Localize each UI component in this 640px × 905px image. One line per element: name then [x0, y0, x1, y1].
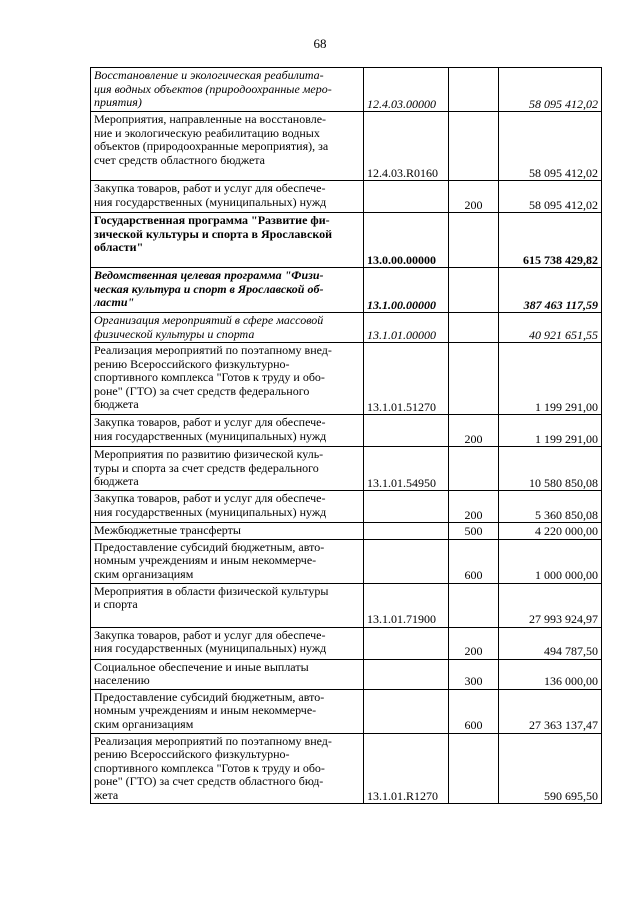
row-code: 13.1.01.54950: [364, 447, 449, 491]
row-name: Государственная программа "Развитие фи- зической культуры и спорта в Ярославской области": [91, 213, 364, 268]
table-row: [91, 539, 602, 583]
row-code: [364, 627, 449, 659]
row-expense-type: [449, 343, 499, 415]
row-name: Организация мероприятий в сфере массовой физической культуры и спорта: [91, 313, 364, 343]
row-code: 12.4.03.00000: [364, 68, 449, 112]
row-amount: 1 199 291,00: [499, 343, 602, 415]
table-row: [91, 627, 602, 659]
table-body: [91, 68, 602, 804]
table-row: [91, 181, 602, 213]
row-amount: 27 363 137,47: [499, 689, 602, 733]
row-code: 12.4.03.R0160: [364, 112, 449, 181]
row-code: [364, 491, 449, 523]
row-amount: 136 000,00: [499, 659, 602, 689]
row-name: Закупка товаров, работ и услуг для обеспече- ния государственных (муниципальных) нужд: [91, 491, 364, 523]
row-expense-type: [449, 313, 499, 343]
row-name: Закупка товаров, работ и услуг для обеспече- ния государственных (муниципальных) нужд: [91, 181, 364, 213]
table-row: [91, 659, 602, 689]
page-number: 68: [313, 36, 327, 51]
row-expense-type: 200: [449, 415, 499, 447]
row-name: Межбюджетные трансферты: [91, 523, 364, 540]
row-amount: 590 695,50: [499, 733, 602, 804]
row-amount: 387 463 117,59: [499, 268, 602, 313]
row-name: Социальное обеспечение и иные выплаты населению: [91, 659, 364, 689]
row-name: Закупка товаров, работ и услуг для обеспече- ния государственных (муниципальных) нужд: [91, 627, 364, 659]
row-code: [364, 689, 449, 733]
row-expense-type: 200: [449, 627, 499, 659]
row-amount: 27 993 924,97: [499, 583, 602, 627]
table-row: [91, 733, 602, 804]
row-name: Ведомственная целевая программа "Физи- ческая культура и спорт в Ярославской об- ласти": [91, 268, 364, 313]
row-amount: 615 738 429,82: [499, 213, 602, 268]
table-row: [91, 583, 602, 627]
row-name: Восстановление и экологическая реабилита- ция водных объектов (природоохранные меро- приятия): [91, 68, 364, 112]
row-code: [364, 181, 449, 213]
row-amount: 5 360 850,08: [499, 491, 602, 523]
row-expense-type: [449, 68, 499, 112]
table-row: [91, 112, 602, 181]
row-expense-type: 300: [449, 659, 499, 689]
row-expense-type: 500: [449, 523, 499, 540]
table-row: [91, 491, 602, 523]
row-name: Предоставление субсидий бюджетным, авто- номным учреждениям и иным некоммерче- ским организациям: [91, 689, 364, 733]
budget-table: [90, 67, 602, 804]
row-name: Закупка товаров, работ и услуг для обеспече- ния государственных (муниципальных) нужд: [91, 415, 364, 447]
row-expense-type: [449, 583, 499, 627]
table-row: [91, 523, 602, 540]
row-expense-type: 600: [449, 689, 499, 733]
table-row: [91, 313, 602, 343]
table-row: [91, 415, 602, 447]
row-code: [364, 523, 449, 540]
row-code: [364, 659, 449, 689]
row-code: 13.1.00.00000: [364, 268, 449, 313]
row-name: Мероприятия, направленные на восстановле- ние и экологическую реабилитацию водных объектов (природоохранные мероприятия), за счет средств областного бюджета: [91, 112, 364, 181]
row-name: Предоставление субсидий бюджетным, авто- номным учреждениям и иным некоммерче- ским организациям: [91, 539, 364, 583]
row-amount: 10 580 850,08: [499, 447, 602, 491]
table-row: [91, 213, 602, 268]
row-expense-type: [449, 213, 499, 268]
row-expense-type: [449, 112, 499, 181]
table-row: [91, 268, 602, 313]
row-expense-type: [449, 733, 499, 804]
row-amount: 1 199 291,00: [499, 415, 602, 447]
table-row: [91, 447, 602, 491]
row-expense-type: [449, 268, 499, 313]
row-expense-type: 600: [449, 539, 499, 583]
row-expense-type: 200: [449, 181, 499, 213]
row-amount: 58 095 412,02: [499, 181, 602, 213]
row-code: 13.1.01.51270: [364, 343, 449, 415]
table-row: [91, 68, 602, 112]
row-amount: 1 000 000,00: [499, 539, 602, 583]
row-code: 13.0.00.00000: [364, 213, 449, 268]
table-row: [91, 689, 602, 733]
row-name: Реализация мероприятий по поэтапному внед- рению Всероссийского физкультурно- спортивного комплекса "Готов к труду и обо- роне" (ГТО) за счет средств федерального бюджета: [91, 343, 364, 415]
row-amount: 4 220 000,00: [499, 523, 602, 540]
row-amount: 40 921 651,55: [499, 313, 602, 343]
row-code: 13.1.01.R1270: [364, 733, 449, 804]
row-name: Реализация мероприятий по поэтапному внед- рению Всероссийского физкультурно- спортивного комплекса "Готов к труду и обо- роне" (ГТО) за счет средств областного бюд- жета: [91, 733, 364, 804]
row-code: [364, 539, 449, 583]
row-code: [364, 415, 449, 447]
row-name: Мероприятия в области физической культуры и спорта: [91, 583, 364, 627]
row-amount: 494 787,50: [499, 627, 602, 659]
row-expense-type: 200: [449, 491, 499, 523]
row-code: 13.1.01.00000: [364, 313, 449, 343]
row-amount: 58 095 412,02: [499, 68, 602, 112]
table-row: [91, 343, 602, 415]
row-amount: 58 095 412,02: [499, 112, 602, 181]
row-expense-type: [449, 447, 499, 491]
row-name: Мероприятия по развитию физической куль- туры и спорта за счет средств федерального бюджета: [91, 447, 364, 491]
row-code: 13.1.01.71900: [364, 583, 449, 627]
